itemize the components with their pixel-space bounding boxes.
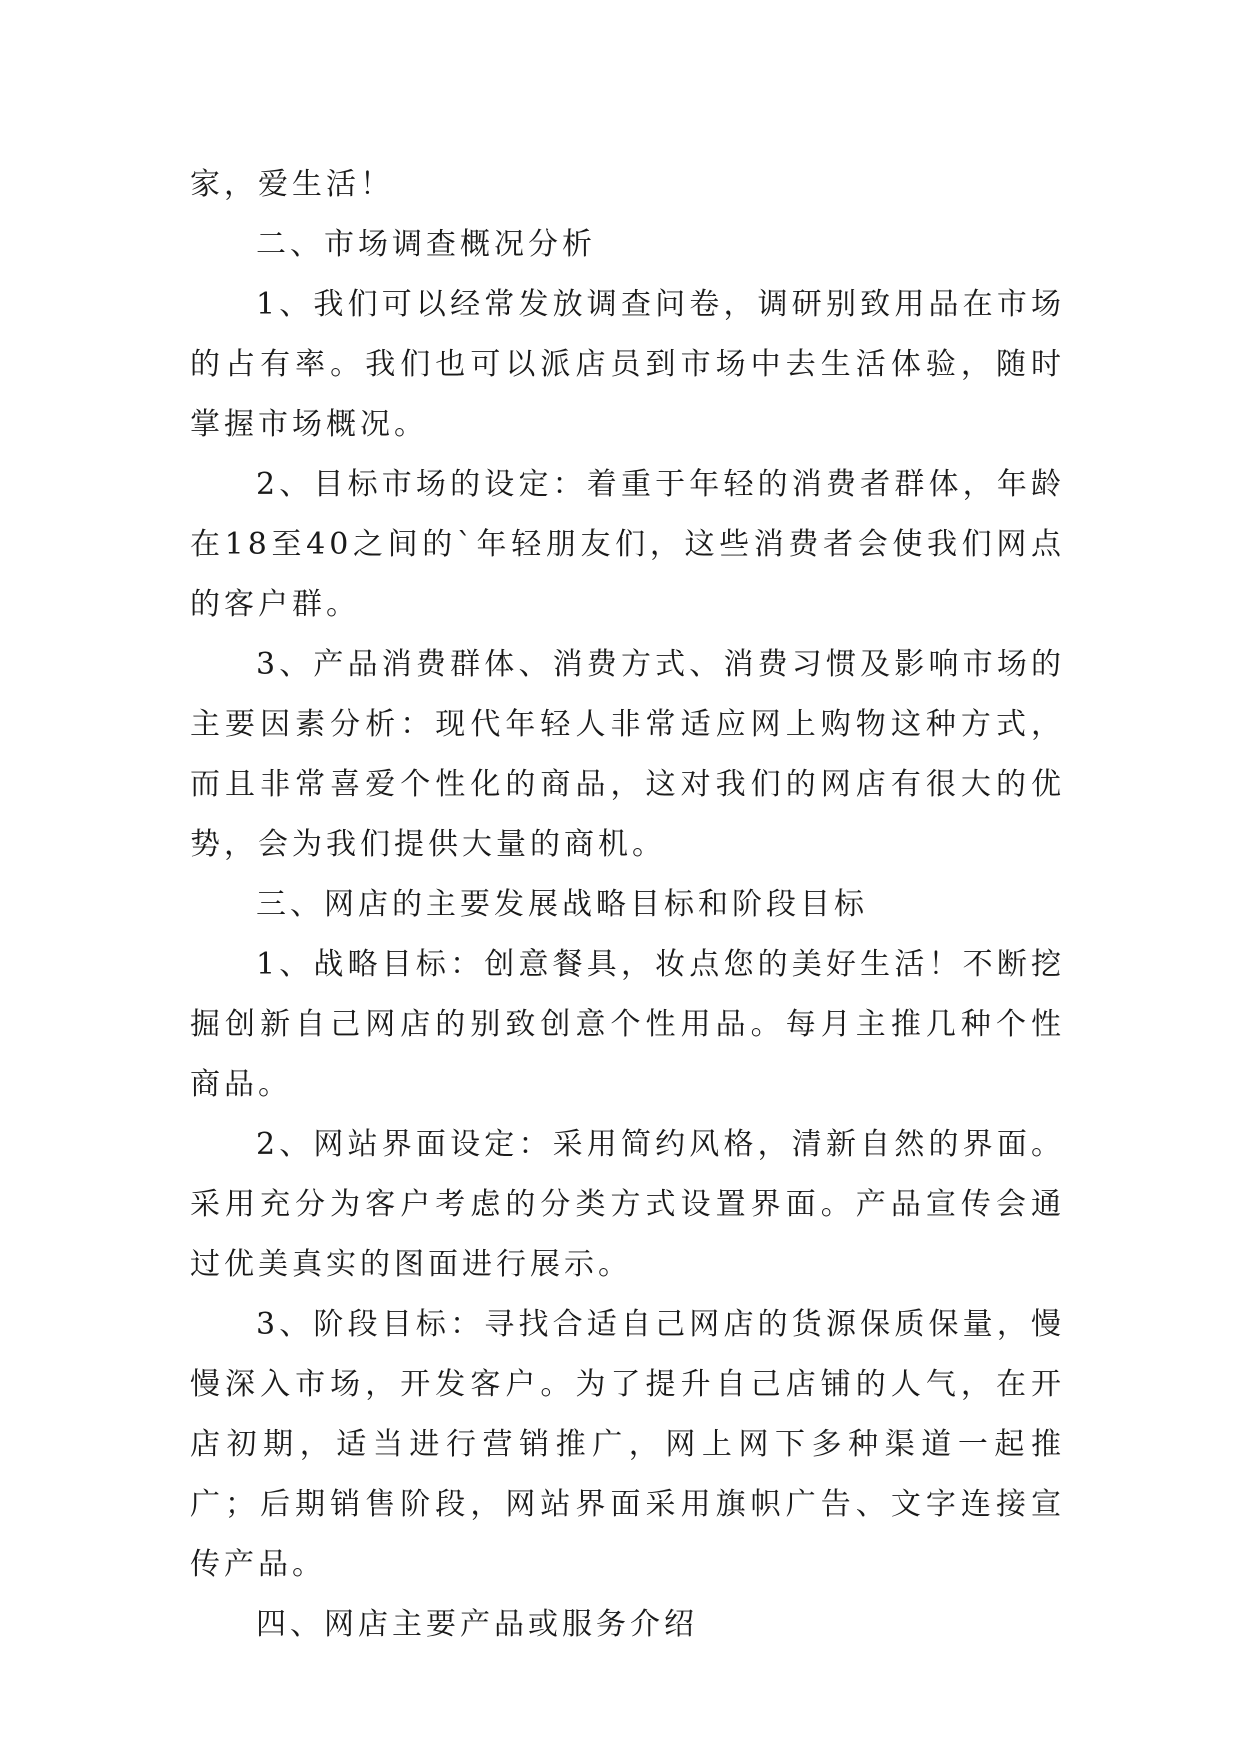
paragraph-stage-goal: 3、阶段目标：寻找合适自己网店的货源保质保量，慢慢深入市场，开发客户。为了提升自己店铺的人气，在开店初期，适当进行营销推广，网上网下多种渠道一起推广；后期销售阶段，网站界面采用旗帜广告、文字连接宣传产品。	[190, 1307, 1065, 1582]
paragraph-website-interface: 2、网站界面设定：采用简约风格，清新自然的界面。采用充分为客户考虑的分类方式设置界面。产品宣传会通过优美真实的图面进行展示。	[190, 1127, 1065, 1282]
paragraph-continuation: 家，爱生活！	[190, 167, 394, 202]
section-heading-market-survey: 二、市场调查概况分析	[256, 227, 596, 262]
section-heading-products: 四、网店主要产品或服务介绍	[256, 1607, 698, 1642]
paragraph-target-market: 2、目标市场的设定：着重于年轻的消费者群体，年龄在18至40之间的`年轻朋友们，这些消费者会使我们网点的客户群。	[190, 467, 1065, 622]
paragraph-strategic-goal: 1、战略目标：创意餐具，妆点您的美好生活！不断挖掘创新自己网店的别致创意个性用品。每月主推几种个性商品。	[190, 947, 1065, 1102]
paragraph-survey-questionnaire: 1、我们可以经常发放调查问卷，调研别致用品在市场的占有率。我们也可以派店员到市场中去生活体验，随时掌握市场概况。	[190, 287, 1065, 442]
paragraph-consumer-analysis: 3、产品消费群体、消费方式、消费习惯及影响市场的主要因素分析：现代年轻人非常适应网上购物这种方式，而且非常喜爱个性化的商品，这对我们的网店有很大的优势，会为我们提供大量的商机。	[190, 647, 1065, 862]
document-body	[190, 155, 1065, 1655]
section-heading-strategy: 三、网店的主要发展战略目标和阶段目标	[256, 887, 868, 922]
